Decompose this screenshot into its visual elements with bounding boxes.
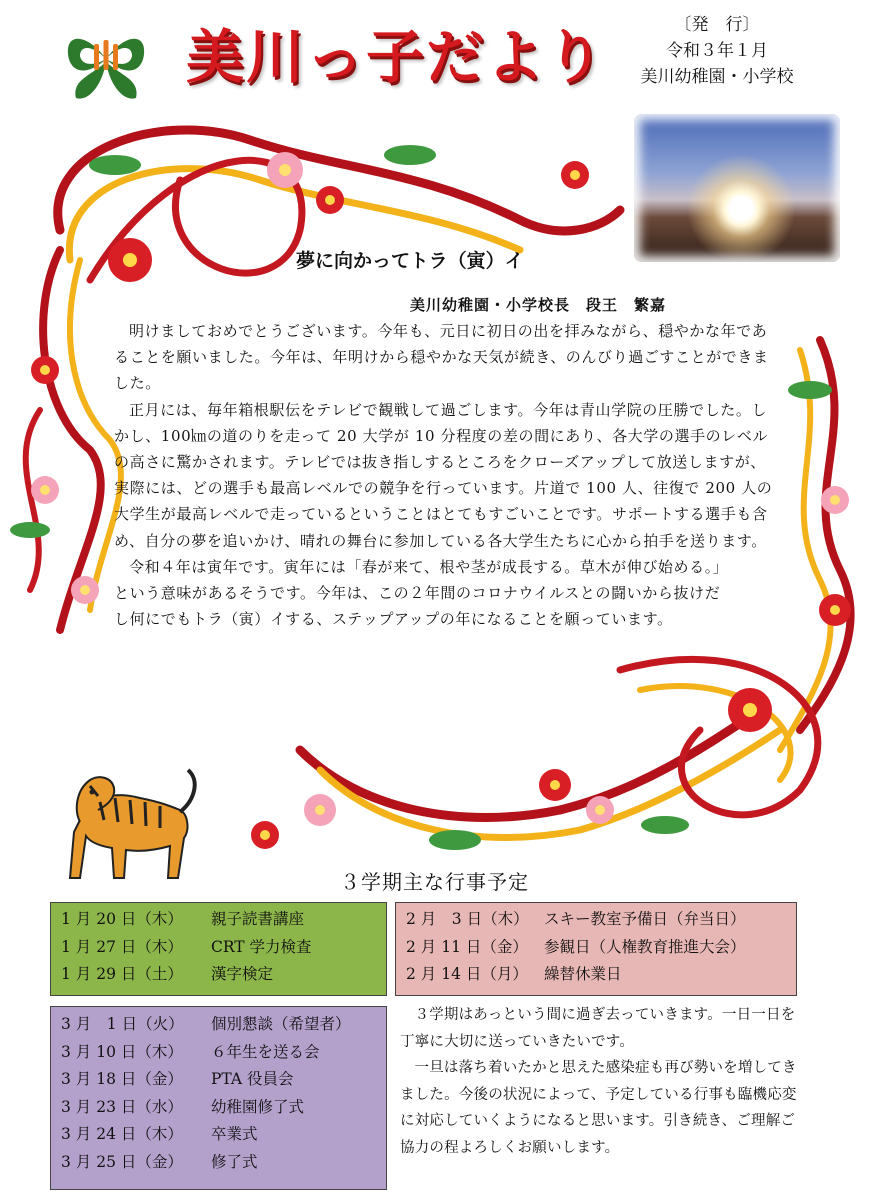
event-name: ６年生を送る会 (211, 1042, 320, 1061)
issue-date: 令和３年１月 (666, 41, 768, 61)
issue-info (612, 12, 822, 90)
issue-label: 〔発 行〕 (674, 15, 760, 35)
article-paragraph: 明けましておめでとうございます。今年も、元日に初日の出を拝みながら、穏やかな年であることを願いました。今年は、年明けから穏やかな天気が続き、のんびり過ごすことができました。 (114, 322, 769, 393)
event-date: 3 月 1 日（火） (61, 1015, 184, 1033)
events-title: ３学期主な行事予定 (340, 870, 529, 894)
event-row (61, 1011, 386, 1039)
event-row (406, 934, 796, 962)
school-logo-icon (58, 14, 154, 104)
event-date: 1 月 27 日（木） (61, 937, 183, 956)
event-date: 3 月 23 日（水） (61, 1097, 183, 1116)
note-paragraph: ３学期はあっという間に過ぎ去っていきます。一日一日を丁寧に大切に送っていきたいです。 (400, 1007, 796, 1050)
event-name: 個別懇談（希望者） (211, 1015, 351, 1033)
event-name: 参観日（人権教育推進大会） (544, 937, 746, 956)
event-name: 漢字検定 (211, 965, 274, 983)
event-date: 3 月 10 日（木） (61, 1042, 183, 1061)
event-row (406, 906, 796, 934)
event-name: 繰替休業日 (544, 965, 622, 983)
event-row (61, 1039, 386, 1067)
event-date: 1 月 29 日（土） (61, 965, 183, 983)
event-row (61, 906, 386, 934)
event-date: 3 月 18 日（金） (61, 1070, 183, 1088)
publisher: 美川幼稚園・小学校 (640, 67, 794, 87)
event-row (61, 1066, 386, 1094)
newsletter-title: 美川っ子だより (186, 23, 607, 91)
event-row (406, 961, 796, 989)
event-name: 親子読書講座 (211, 910, 305, 928)
event-name: 修了式 (211, 1152, 258, 1171)
article-paragraph: 正月には、毎年箱根駅伝をテレビで観戦して過ごします。今年は青山学院の圧勝でした。しかし、100㎞の道のりを走って 20 大学が 10 分程度の差の間にあり、各大学の選手のレベルの高さに驚かされます。テレビでは抜き指しするところをクローズアップして放送しますが、実際には、どの選手も最高レベルでの競争を行っています。片道で 100 人、往復で 200 人の大学生が最高レベルで走っているということはとてもすごいことです。サポートする選手も含め、自分の夢を追いかけ、晴れの舞台に参加している各大学生たちに心から拍手を送ります。 (114, 400, 773, 550)
march-events-box (50, 1006, 387, 1190)
tiger-icon (60, 760, 210, 890)
event-date: 2 月 11 日（金） (406, 937, 528, 956)
event-row (61, 1121, 386, 1149)
event-date: 1 月 20 日（木） (61, 910, 183, 928)
event-date: 3 月 24 日（木） (61, 1125, 183, 1143)
article-headline: 夢に向かってトラ（寅）イ (296, 250, 524, 272)
event-name: 卒業式 (211, 1125, 258, 1143)
event-row (61, 934, 386, 962)
event-name: スキー教室予備日（弁当日） (544, 910, 746, 928)
february-events-box (395, 902, 797, 996)
article-author: 美川幼稚園・小学校長 段王 繁嘉 (410, 296, 667, 314)
event-date: 3 月 25 日（金） (61, 1152, 183, 1171)
closing-note (400, 1002, 800, 1162)
event-row (61, 1094, 386, 1122)
article-paragraph: 令和４年は寅年です。寅年には「春が来て、根や茎が成長する。草木が伸び始める。」という意味があるそうです。今年は、この２年間のコロナウイルスとの闘いから抜けだし何にでもトラ（寅）イする、ステップアップの年になることを願っています。 (114, 557, 729, 629)
event-row (61, 961, 386, 989)
january-events-box (50, 902, 387, 996)
event-date: 2 月 14 日（月） (406, 965, 528, 983)
event-name: PTA 役員会 (211, 1070, 294, 1088)
article-body (114, 318, 774, 632)
event-name: CRT 学力検査 (211, 937, 312, 956)
note-paragraph: 一旦は落ち着いたかと思えた感染症も再び勢いを増してきました。今後の状況によって、予定している行事も臨機応変に対応していくようになると思います。引き続き、ご理解ご協力の程よろしくお願いします。 (400, 1060, 797, 1156)
event-name: 幼稚園修了式 (211, 1097, 305, 1116)
event-row (61, 1149, 386, 1177)
event-date: 2 月 3 日（木） (406, 910, 529, 928)
